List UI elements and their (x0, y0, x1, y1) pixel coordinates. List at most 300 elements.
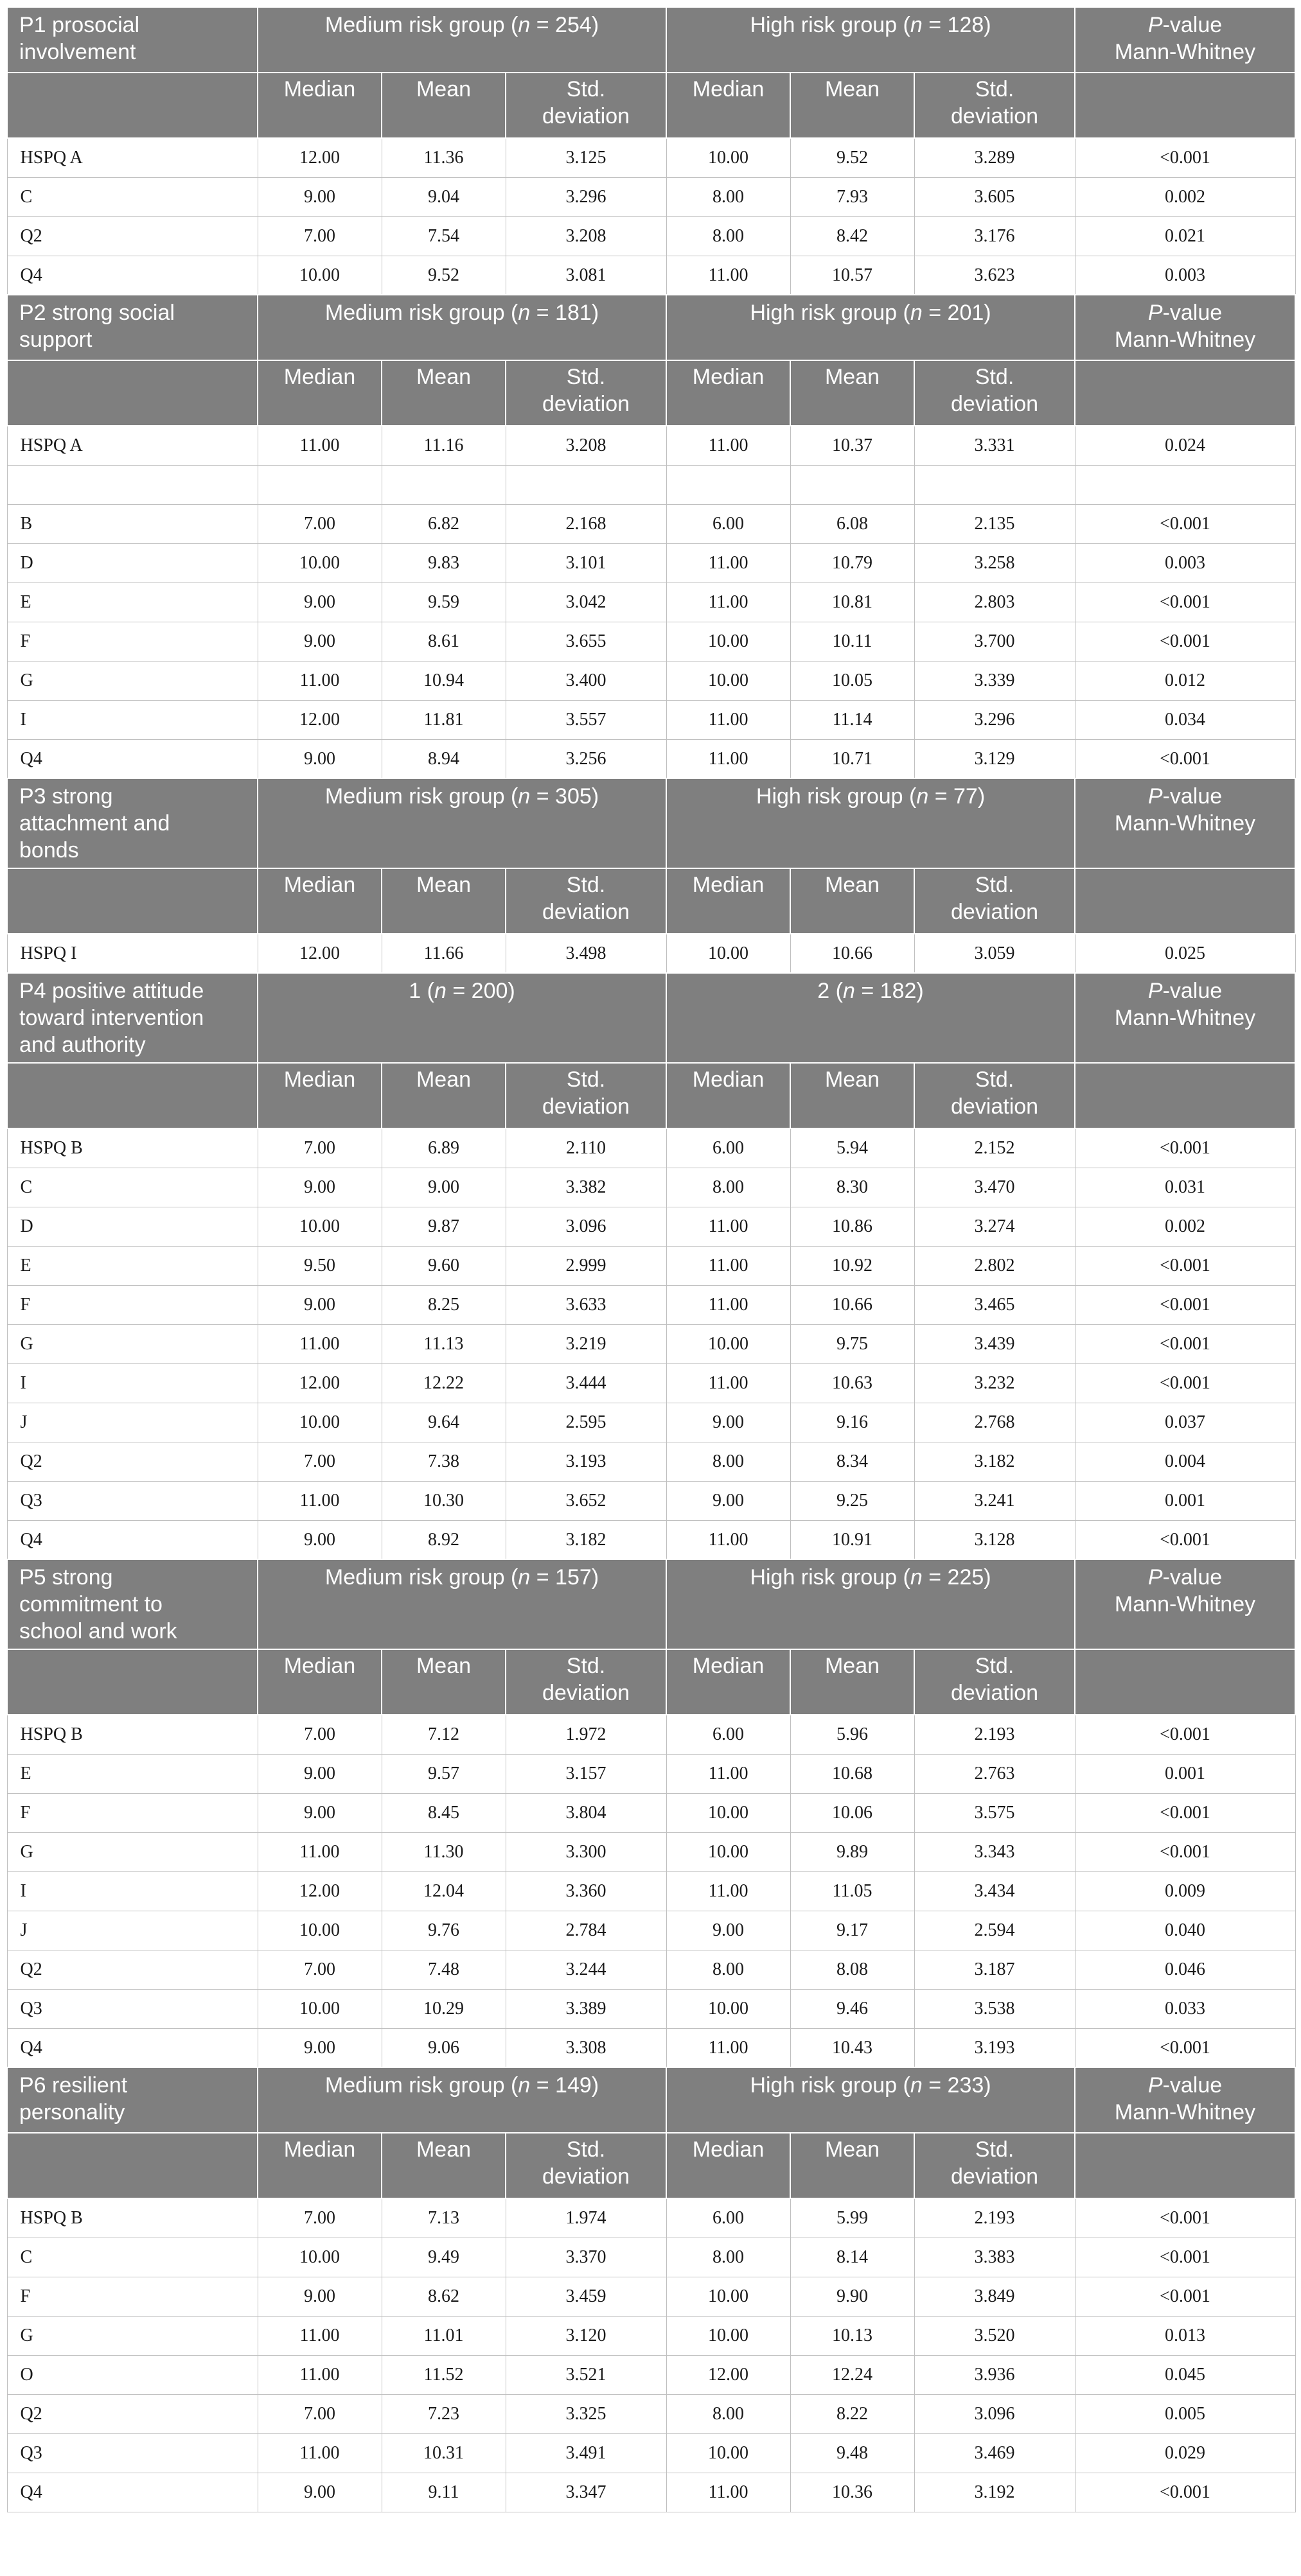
table-row (7, 543, 1295, 583)
median-high: 11.00 (666, 739, 790, 778)
factor-label: HSPQ A (7, 138, 258, 177)
sd-medium: 3.219 (506, 1324, 666, 1363)
mean-medium: 9.59 (382, 583, 506, 622)
subheader-blank (7, 868, 258, 934)
mean-high: 10.43 (790, 2028, 914, 2067)
sd-medium: 3.633 (506, 1285, 666, 1324)
sd-medium: 3.360 (506, 1871, 666, 1911)
sd-high: 3.258 (914, 543, 1075, 583)
sd-medium: 2.110 (506, 1128, 666, 1168)
factor-label: Q3 (7, 1481, 258, 1520)
group2-n: 182 (880, 979, 917, 1003)
mean-medium: 11.36 (382, 138, 506, 177)
p-value: 0.002 (1075, 1207, 1295, 1246)
sd-high: 3.129 (914, 739, 1075, 778)
median-high: 11.00 (666, 2028, 790, 2067)
mean-medium: 9.87 (382, 1207, 506, 1246)
factor-label: Q2 (7, 2394, 258, 2433)
n-equals: = (922, 2073, 948, 2098)
section-title-line: attachment and (19, 811, 170, 836)
sd-high: 3.623 (914, 256, 1075, 295)
table-row (7, 1715, 1295, 1754)
group2-label: High risk group (750, 301, 898, 325)
sd-medium: 3.256 (506, 739, 666, 778)
std-deviation-header (914, 360, 1075, 426)
table-row (7, 2028, 1295, 2067)
p-value: 0.024 (1075, 426, 1295, 465)
sd-high: 3.187 (914, 1950, 1075, 1989)
median-high: 11.00 (666, 1754, 790, 1793)
mean-medium: 9.83 (382, 543, 506, 583)
group1-n: 149 (555, 2073, 592, 2098)
p-value-header (1075, 7, 1295, 73)
p-value: 0.003 (1075, 256, 1295, 295)
sd-medium (506, 465, 666, 504)
mean-medium: 8.25 (382, 1285, 506, 1324)
section-subheader-row (7, 868, 1295, 934)
group2-label: High risk group (750, 2073, 898, 2098)
median-high: 6.00 (666, 1128, 790, 1168)
median-high: 10.00 (666, 622, 790, 661)
group1-header: Medium risk group (n = 305) (258, 778, 666, 868)
subheader-blank (1075, 360, 1295, 426)
std-deviation-header (914, 1063, 1075, 1128)
sd-high: 3.575 (914, 1793, 1075, 1832)
section-title (7, 2067, 258, 2133)
mean-medium: 11.52 (382, 2355, 506, 2394)
p-value: 0.029 (1075, 2433, 1295, 2473)
factor-label: HSPQ I (7, 934, 258, 973)
p-value: 0.013 (1075, 2316, 1295, 2355)
median-medium: 10.00 (258, 256, 382, 295)
mean-high: 10.79 (790, 543, 914, 583)
p-value: <0.001 (1075, 2238, 1295, 2277)
n-equals: = (922, 13, 948, 37)
median-high: 11.00 (666, 700, 790, 739)
median-medium: 7.00 (258, 1950, 382, 1989)
p-value: <0.001 (1075, 1832, 1295, 1871)
mean-high: 10.06 (790, 1793, 914, 1832)
section-header-row (7, 7, 1295, 73)
std-line: Std. (566, 873, 606, 897)
table-row (7, 2433, 1295, 2473)
factor-label: F (7, 2277, 258, 2316)
sd-high: 3.936 (914, 2355, 1075, 2394)
sd-medium: 3.557 (506, 700, 666, 739)
sd-high: 3.296 (914, 700, 1075, 739)
median-medium: 9.00 (258, 1285, 382, 1324)
sd-medium: 3.382 (506, 1168, 666, 1207)
median-medium: 9.00 (258, 177, 382, 216)
sd-medium: 3.444 (506, 1363, 666, 1403)
section-subheader-row (7, 1649, 1295, 1715)
factor-label: G (7, 1324, 258, 1363)
p-value: 0.021 (1075, 216, 1295, 256)
median-medium: 9.00 (258, 1168, 382, 1207)
mean-medium: 10.94 (382, 661, 506, 700)
sd-medium: 3.157 (506, 1754, 666, 1793)
n-symbol: n (518, 2073, 531, 2098)
factor-label: I (7, 700, 258, 739)
sd-medium: 3.120 (506, 2316, 666, 2355)
table-row (7, 739, 1295, 778)
sd-medium: 3.182 (506, 1520, 666, 1559)
mean-header: Mean (382, 868, 506, 934)
mean-high: 8.30 (790, 1168, 914, 1207)
sd-high: 3.605 (914, 177, 1075, 216)
std-line: deviation (950, 1681, 1039, 1705)
p-suffix: -value (1162, 1565, 1223, 1590)
n-symbol: n (518, 1565, 531, 1590)
median-header: Median (258, 1649, 382, 1715)
median-high: 10.00 (666, 1793, 790, 1832)
factor-label: J (7, 1911, 258, 1950)
p-value: 0.004 (1075, 1442, 1295, 1481)
median-header: Median (666, 1649, 790, 1715)
table-row (7, 1911, 1295, 1950)
mean-high: 12.24 (790, 2355, 914, 2394)
median-high: 11.00 (666, 543, 790, 583)
factor-label: Q2 (7, 1950, 258, 1989)
subheader-blank (7, 1063, 258, 1128)
p-value: 0.009 (1075, 1871, 1295, 1911)
p-value: 0.005 (1075, 2394, 1295, 2433)
mean-header: Mean (790, 1063, 914, 1128)
mean-medium: 11.16 (382, 426, 506, 465)
mean-medium: 12.04 (382, 1871, 506, 1911)
std-line: Std. (566, 1067, 606, 1092)
p-value: <0.001 (1075, 1285, 1295, 1324)
sd-medium: 3.300 (506, 1832, 666, 1871)
factor-label: Q4 (7, 1520, 258, 1559)
std-line: deviation (950, 392, 1039, 416)
std-line: deviation (542, 104, 630, 128)
section-title-line: and authority (19, 1033, 146, 1057)
mean-high: 5.99 (790, 2198, 914, 2238)
group2-n: 128 (947, 13, 984, 37)
std-line: Std. (975, 1654, 1014, 1678)
n-equals: = (928, 784, 953, 809)
section-header-row (7, 778, 1295, 868)
mean-medium: 9.00 (382, 1168, 506, 1207)
n-symbol: n (910, 2073, 923, 2098)
sd-medium: 3.244 (506, 1950, 666, 1989)
factor-label: F (7, 1285, 258, 1324)
sd-medium: 2.999 (506, 1246, 666, 1285)
section-title (7, 7, 258, 73)
std-line: deviation (542, 1681, 630, 1705)
factor-label: Q2 (7, 1442, 258, 1481)
section-subheader-row (7, 73, 1295, 138)
sd-medium: 3.400 (506, 661, 666, 700)
sd-medium: 3.125 (506, 138, 666, 177)
group2-n: 201 (947, 301, 984, 325)
mean-medium: 9.57 (382, 1754, 506, 1793)
group1-header: Medium risk group (n = 254) (258, 7, 666, 73)
sd-high: 3.383 (914, 2238, 1075, 2277)
sd-medium: 3.652 (506, 1481, 666, 1520)
group2-header: High risk group (n = 128) (666, 7, 1075, 73)
p-value: <0.001 (1075, 2198, 1295, 2238)
mean-high: 6.08 (790, 504, 914, 543)
sd-high: 2.803 (914, 583, 1075, 622)
mean-medium: 7.12 (382, 1715, 506, 1754)
group2-label: 2 (817, 979, 830, 1003)
factor-label (7, 465, 258, 504)
subheader-blank (1075, 868, 1295, 934)
median-high: 10.00 (666, 2433, 790, 2473)
table-row (7, 1481, 1295, 1520)
mean-header: Mean (382, 73, 506, 138)
table-row (7, 1207, 1295, 1246)
sd-medium: 3.325 (506, 2394, 666, 2433)
sd-medium: 3.655 (506, 622, 666, 661)
p-value: 0.046 (1075, 1950, 1295, 1989)
p-value-test: Mann-Whitney (1114, 1006, 1256, 1030)
std-line: deviation (950, 104, 1039, 128)
sd-high: 3.469 (914, 2433, 1075, 2473)
std-line: deviation (542, 900, 630, 924)
median-medium: 11.00 (258, 2433, 382, 2473)
table-row (7, 1832, 1295, 1871)
group1-header: Medium risk group (n = 149) (258, 2067, 666, 2133)
mean-high: 5.96 (790, 1715, 914, 1754)
sd-high: 2.193 (914, 1715, 1075, 1754)
table-row (7, 1128, 1295, 1168)
std-line: deviation (542, 2164, 630, 2189)
p-value-title (1075, 977, 1295, 1004)
median-high: 10.00 (666, 1989, 790, 2028)
mean-header: Mean (790, 868, 914, 934)
sd-medium: 3.042 (506, 583, 666, 622)
factor-label: Q4 (7, 2473, 258, 2512)
section-title-line: support (19, 328, 93, 352)
median-medium: 9.00 (258, 1793, 382, 1832)
p-value: <0.001 (1075, 1246, 1295, 1285)
table-row (7, 1403, 1295, 1442)
median-medium: 9.00 (258, 1520, 382, 1559)
factor-label: E (7, 1754, 258, 1793)
section-title-line: P5 strong (19, 1565, 113, 1590)
group2-label: High risk group (750, 1565, 898, 1590)
factor-label: HSPQ B (7, 1715, 258, 1754)
std-line: Std. (975, 1067, 1014, 1092)
median-medium: 9.50 (258, 1246, 382, 1285)
mean-medium: 7.48 (382, 1950, 506, 1989)
sd-high: 3.520 (914, 2316, 1075, 2355)
mean-medium: 10.31 (382, 2433, 506, 2473)
mean-header: Mean (790, 73, 914, 138)
subheader-blank (7, 1649, 258, 1715)
n-equals: = (530, 784, 556, 809)
n-equals: = (530, 301, 556, 325)
table-row (7, 700, 1295, 739)
std-line: Std. (566, 77, 606, 101)
median-medium: 11.00 (258, 1832, 382, 1871)
std-deviation-header (506, 360, 666, 426)
sd-medium: 3.193 (506, 1442, 666, 1481)
section-title (7, 295, 258, 360)
mean-medium: 12.22 (382, 1363, 506, 1403)
median-high: 8.00 (666, 177, 790, 216)
group1-n: 157 (555, 1565, 592, 1590)
sd-medium: 3.096 (506, 1207, 666, 1246)
table-row (7, 1324, 1295, 1363)
sd-high: 3.176 (914, 216, 1075, 256)
group2-header: 2 (n = 182) (666, 973, 1075, 1063)
table-row (7, 504, 1295, 543)
table-row (7, 1168, 1295, 1207)
median-high: 9.00 (666, 1403, 790, 1442)
std-line: Std. (566, 2137, 606, 2162)
n-symbol: n (910, 1565, 923, 1590)
mean-high: 9.89 (790, 1832, 914, 1871)
group1-label: 1 (409, 979, 421, 1003)
table-row (7, 934, 1295, 973)
p-value-title (1075, 12, 1295, 39)
p-value-test: Mann-Whitney (1114, 1592, 1256, 1617)
mean-high: 10.36 (790, 2473, 914, 2512)
p-value: 0.040 (1075, 1911, 1295, 1950)
group1-n: 181 (555, 301, 592, 325)
table-row (7, 2238, 1295, 2277)
median-high: 12.00 (666, 2355, 790, 2394)
median-high (666, 465, 790, 504)
factor-label: C (7, 2238, 258, 2277)
table-row (7, 1754, 1295, 1793)
sd-high: 3.289 (914, 138, 1075, 177)
n-equals: = (530, 1565, 556, 1590)
mean-medium (382, 465, 506, 504)
median-high: 11.00 (666, 256, 790, 295)
sd-high: 3.538 (914, 1989, 1075, 2028)
sd-high: 3.339 (914, 661, 1075, 700)
mean-header: Mean (382, 1063, 506, 1128)
section-title-line: P6 resilient (19, 2073, 128, 2098)
subheader-blank (1075, 1063, 1295, 1128)
mean-header: Mean (382, 1649, 506, 1715)
p-value: <0.001 (1075, 622, 1295, 661)
sd-high: 3.192 (914, 2473, 1075, 2512)
p-value-title (1075, 299, 1295, 326)
section-header-row (7, 2067, 1295, 2133)
median-medium: 9.00 (258, 583, 382, 622)
mean-high: 7.93 (790, 177, 914, 216)
mean-header: Mean (790, 360, 914, 426)
section-title-line: P2 strong social (19, 301, 175, 325)
table-row (7, 1246, 1295, 1285)
std-deviation-header (506, 1063, 666, 1128)
factor-label: HSPQ B (7, 1128, 258, 1168)
factor-label: F (7, 1793, 258, 1832)
sd-high: 3.096 (914, 2394, 1075, 2433)
p-value: <0.001 (1075, 1324, 1295, 1363)
sd-high: 3.331 (914, 426, 1075, 465)
mean-medium: 7.38 (382, 1442, 506, 1481)
std-line: Std. (975, 2137, 1014, 2162)
median-header: Median (666, 1063, 790, 1128)
n-symbol: n (434, 979, 447, 1003)
median-medium: 10.00 (258, 543, 382, 583)
factor-label: J (7, 1403, 258, 1442)
table-body (7, 7, 1295, 2512)
mean-high: 9.25 (790, 1481, 914, 1520)
median-header: Median (666, 360, 790, 426)
p-value: 0.002 (1075, 177, 1295, 216)
median-header: Median (666, 73, 790, 138)
mean-medium: 7.13 (382, 2198, 506, 2238)
subheader-blank (7, 73, 258, 138)
mean-medium: 8.62 (382, 2277, 506, 2316)
mean-high: 10.37 (790, 426, 914, 465)
mean-medium: 9.52 (382, 256, 506, 295)
median-medium: 9.00 (258, 739, 382, 778)
p-value-header (1075, 2067, 1295, 2133)
median-high: 8.00 (666, 1442, 790, 1481)
p-symbol: P (1147, 1565, 1163, 1590)
mean-header: Mean (382, 2133, 506, 2198)
std-line: Std. (566, 1654, 606, 1678)
group2-n: 225 (947, 1565, 984, 1590)
section-title-line: P4 positive attitude (19, 979, 204, 1003)
p-value: <0.001 (1075, 1363, 1295, 1403)
p-value: <0.001 (1075, 583, 1295, 622)
group1-label: Medium risk group (324, 301, 505, 325)
factor-label: E (7, 1246, 258, 1285)
factor-label: I (7, 1363, 258, 1403)
sd-medium: 3.208 (506, 426, 666, 465)
factor-label: G (7, 1832, 258, 1871)
factor-label: O (7, 2355, 258, 2394)
p-value: 0.012 (1075, 661, 1295, 700)
sd-high: 2.152 (914, 1128, 1075, 1168)
median-medium: 10.00 (258, 1989, 382, 2028)
mean-header: Mean (382, 360, 506, 426)
mean-medium: 8.45 (382, 1793, 506, 1832)
p-value: <0.001 (1075, 1520, 1295, 1559)
mean-medium: 7.54 (382, 216, 506, 256)
median-medium: 9.00 (258, 1754, 382, 1793)
mean-high: 9.48 (790, 2433, 914, 2473)
median-medium: 11.00 (258, 426, 382, 465)
sd-medium: 3.101 (506, 543, 666, 583)
n-symbol: n (910, 301, 923, 325)
p-value-header (1075, 778, 1295, 868)
section-header-row (7, 973, 1295, 1063)
factor-label: G (7, 2316, 258, 2355)
p-value: 0.033 (1075, 1989, 1295, 2028)
mean-high: 8.08 (790, 1950, 914, 1989)
median-medium: 10.00 (258, 1403, 382, 1442)
median-high: 11.00 (666, 1363, 790, 1403)
factor-label: HSPQ A (7, 426, 258, 465)
p-symbol: P (1147, 301, 1163, 325)
median-medium: 9.00 (258, 2473, 382, 2512)
section-title (7, 1559, 258, 1649)
sd-high: 2.594 (914, 1911, 1075, 1950)
section-subheader-row (7, 1063, 1295, 1128)
table-row (7, 1793, 1295, 1832)
sd-medium: 3.308 (506, 2028, 666, 2067)
mean-high: 10.66 (790, 934, 914, 973)
n-symbol: n (518, 13, 531, 37)
sd-high: 2.802 (914, 1246, 1075, 1285)
sd-medium: 3.370 (506, 2238, 666, 2277)
section-title-line: involvement (19, 40, 136, 64)
table-row (7, 426, 1295, 465)
group1-n: 254 (555, 13, 592, 37)
group2-label: High risk group (756, 784, 903, 809)
